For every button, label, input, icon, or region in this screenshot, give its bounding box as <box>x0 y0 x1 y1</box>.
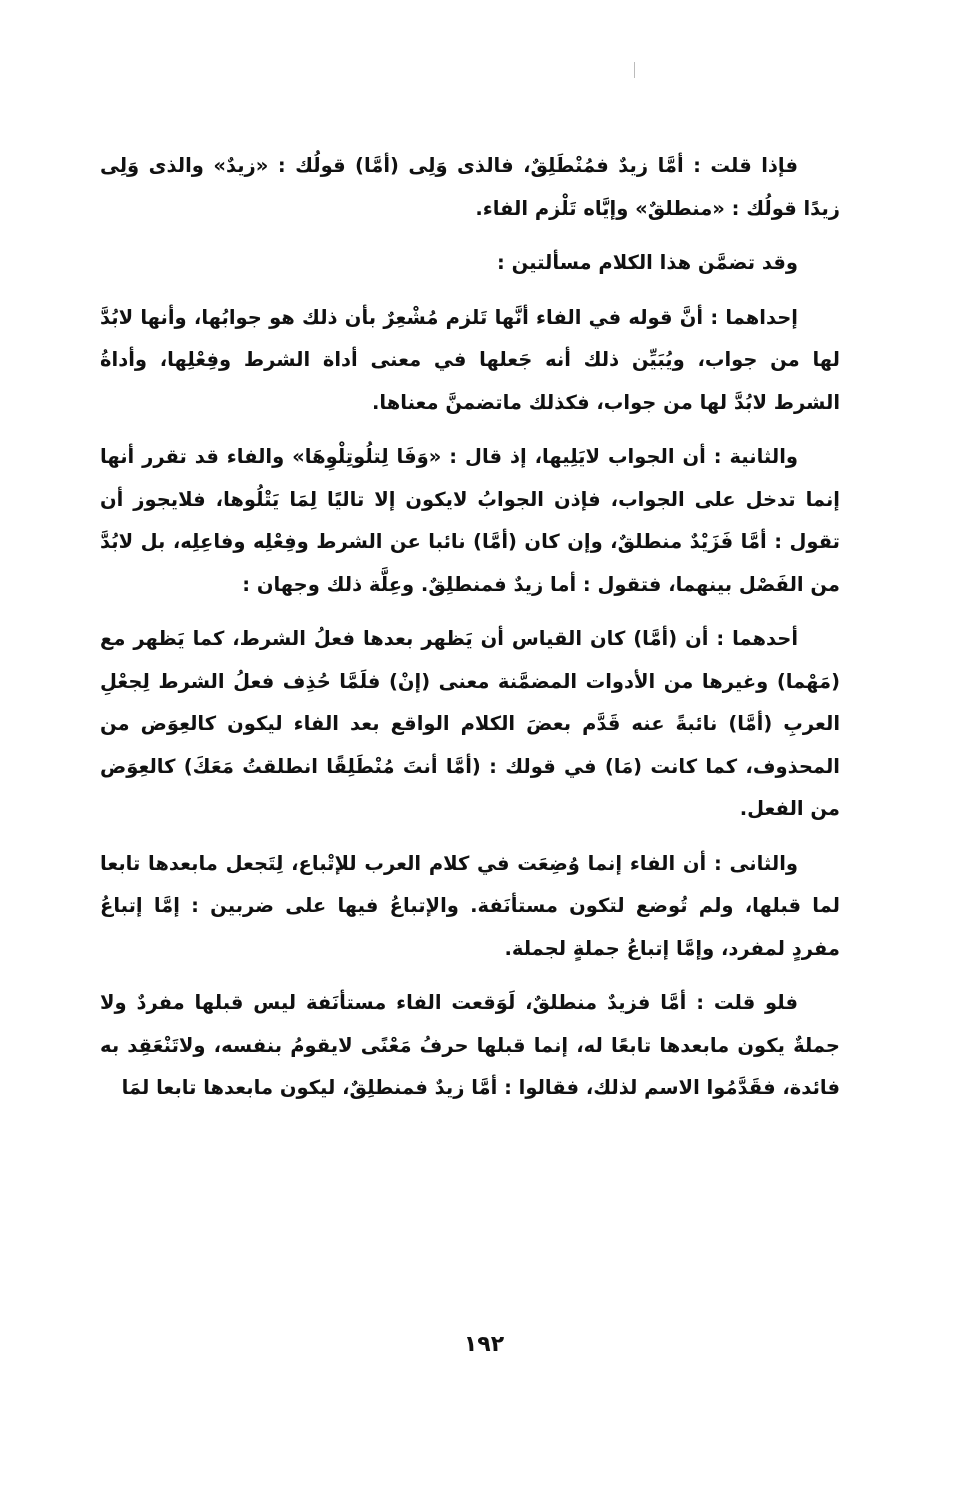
paragraph: وقد تضمَّن هذا الكلام مسألتين : <box>497 251 798 274</box>
paragraph: أحدهما : أن (أمَّا) كان القياس أن يَظهر بعدها فعلُ الشرط، كما يَظهر مع (مَهْما) وغيرها من الأدوات المضمَّنة معنى (إنْ) فلَمَّا حُذِف فعلُ الشرط لِجعْلِ العربِ (أمَّا) نائبةً عنه قَدَّم بعضَ الكلام الواقع بعد الفاء ليكون كالعِوَض من المحذوف، كما كانت (مَا) في قولك : (أمَّا أنتَ مُنْطَلِقًا انطلقتُ مَعَكَ) كالعِوَض من الفعل. <box>100 627 840 820</box>
paragraph: إحداهما : أنَّ قوله في الفاء أنَّها تَلزم مُشْعِرٌ بأن ذلك هو جوابُها، وأنها لابُدَّ لها من جواب، ويُبَيِّن ذلك أنه جَعلها في معنى أداة الشرط وفِعْلِها، وأداةُ الشرط لابُدَّ لها من جواب، فكذلك ماتضمنَّ معناها. <box>100 305 840 414</box>
scan-speck <box>634 62 635 78</box>
paragraph: والثانية : أن الجواب لايَلِيها، إذ قال : «وَفَا لِتلُوتِلْوِهَا» والفاء قد تقرر أنها إنما تدخل على الجواب، فإذن الجوابُ لايكون إلا تاليًا لِمَا يَتْلُوها، فلايجوز أن تقول : أمَّا فَزَيْدٌ منطلقٌ، وإن كان (أمَّا) نائبا عن الشرط وفِعْلِه وفاعِلِه، بل لابُدَّ من الفَصْل بينهما، فتقول : أما زيدٌ فمنطلِقٌ. وعِلَّة ذلك وجهان : <box>100 445 840 596</box>
paragraph: والثانى : أن الفاء إنما وُضِعَت في كلام العرب للإتْباع، لِتَجعل مابعدها تابعا لما قبلها، ولم تُوضع لتكون مستأنَفة. والإتباعُ فيها على ضربين : إمَّا إتباعُ مفردٍ لمفرد، وإمَّا إتباعُ جملةٍ لجملة. <box>100 851 840 960</box>
paragraph: فلو قلت : أمَّا فزيدٌ منطلقٌ، لَوَقعت الفاء مستأنَفة ليس قبلها مفردٌ ولا جملةٌ يكون مابعدها تابعًا له، إنما قبلها حرفُ مَعْنًى لايقومُ بنفسه، ولاتَنْعَقِد به فائدة، فقَدَّمُوا الاسم لذلك، فقالوا : أمَّا زيدٌ فمنطلِقٌ، ليكون مابعدها تابعا لمَا <box>100 991 840 1099</box>
paragraph: فإذا قلت : أمَّا زيدٌ فمُنْطَلِقٌ، فالذى وَلِى (أمَّا) قولُك : «زيدٌ» والذى وَلِى زيدًا قولُك : «منطلقٌ» وإيَّاه تَلْزم الفاء. <box>100 154 840 220</box>
body-text <box>100 145 840 1122</box>
page-number: ١٩٢ <box>463 1332 505 1357</box>
